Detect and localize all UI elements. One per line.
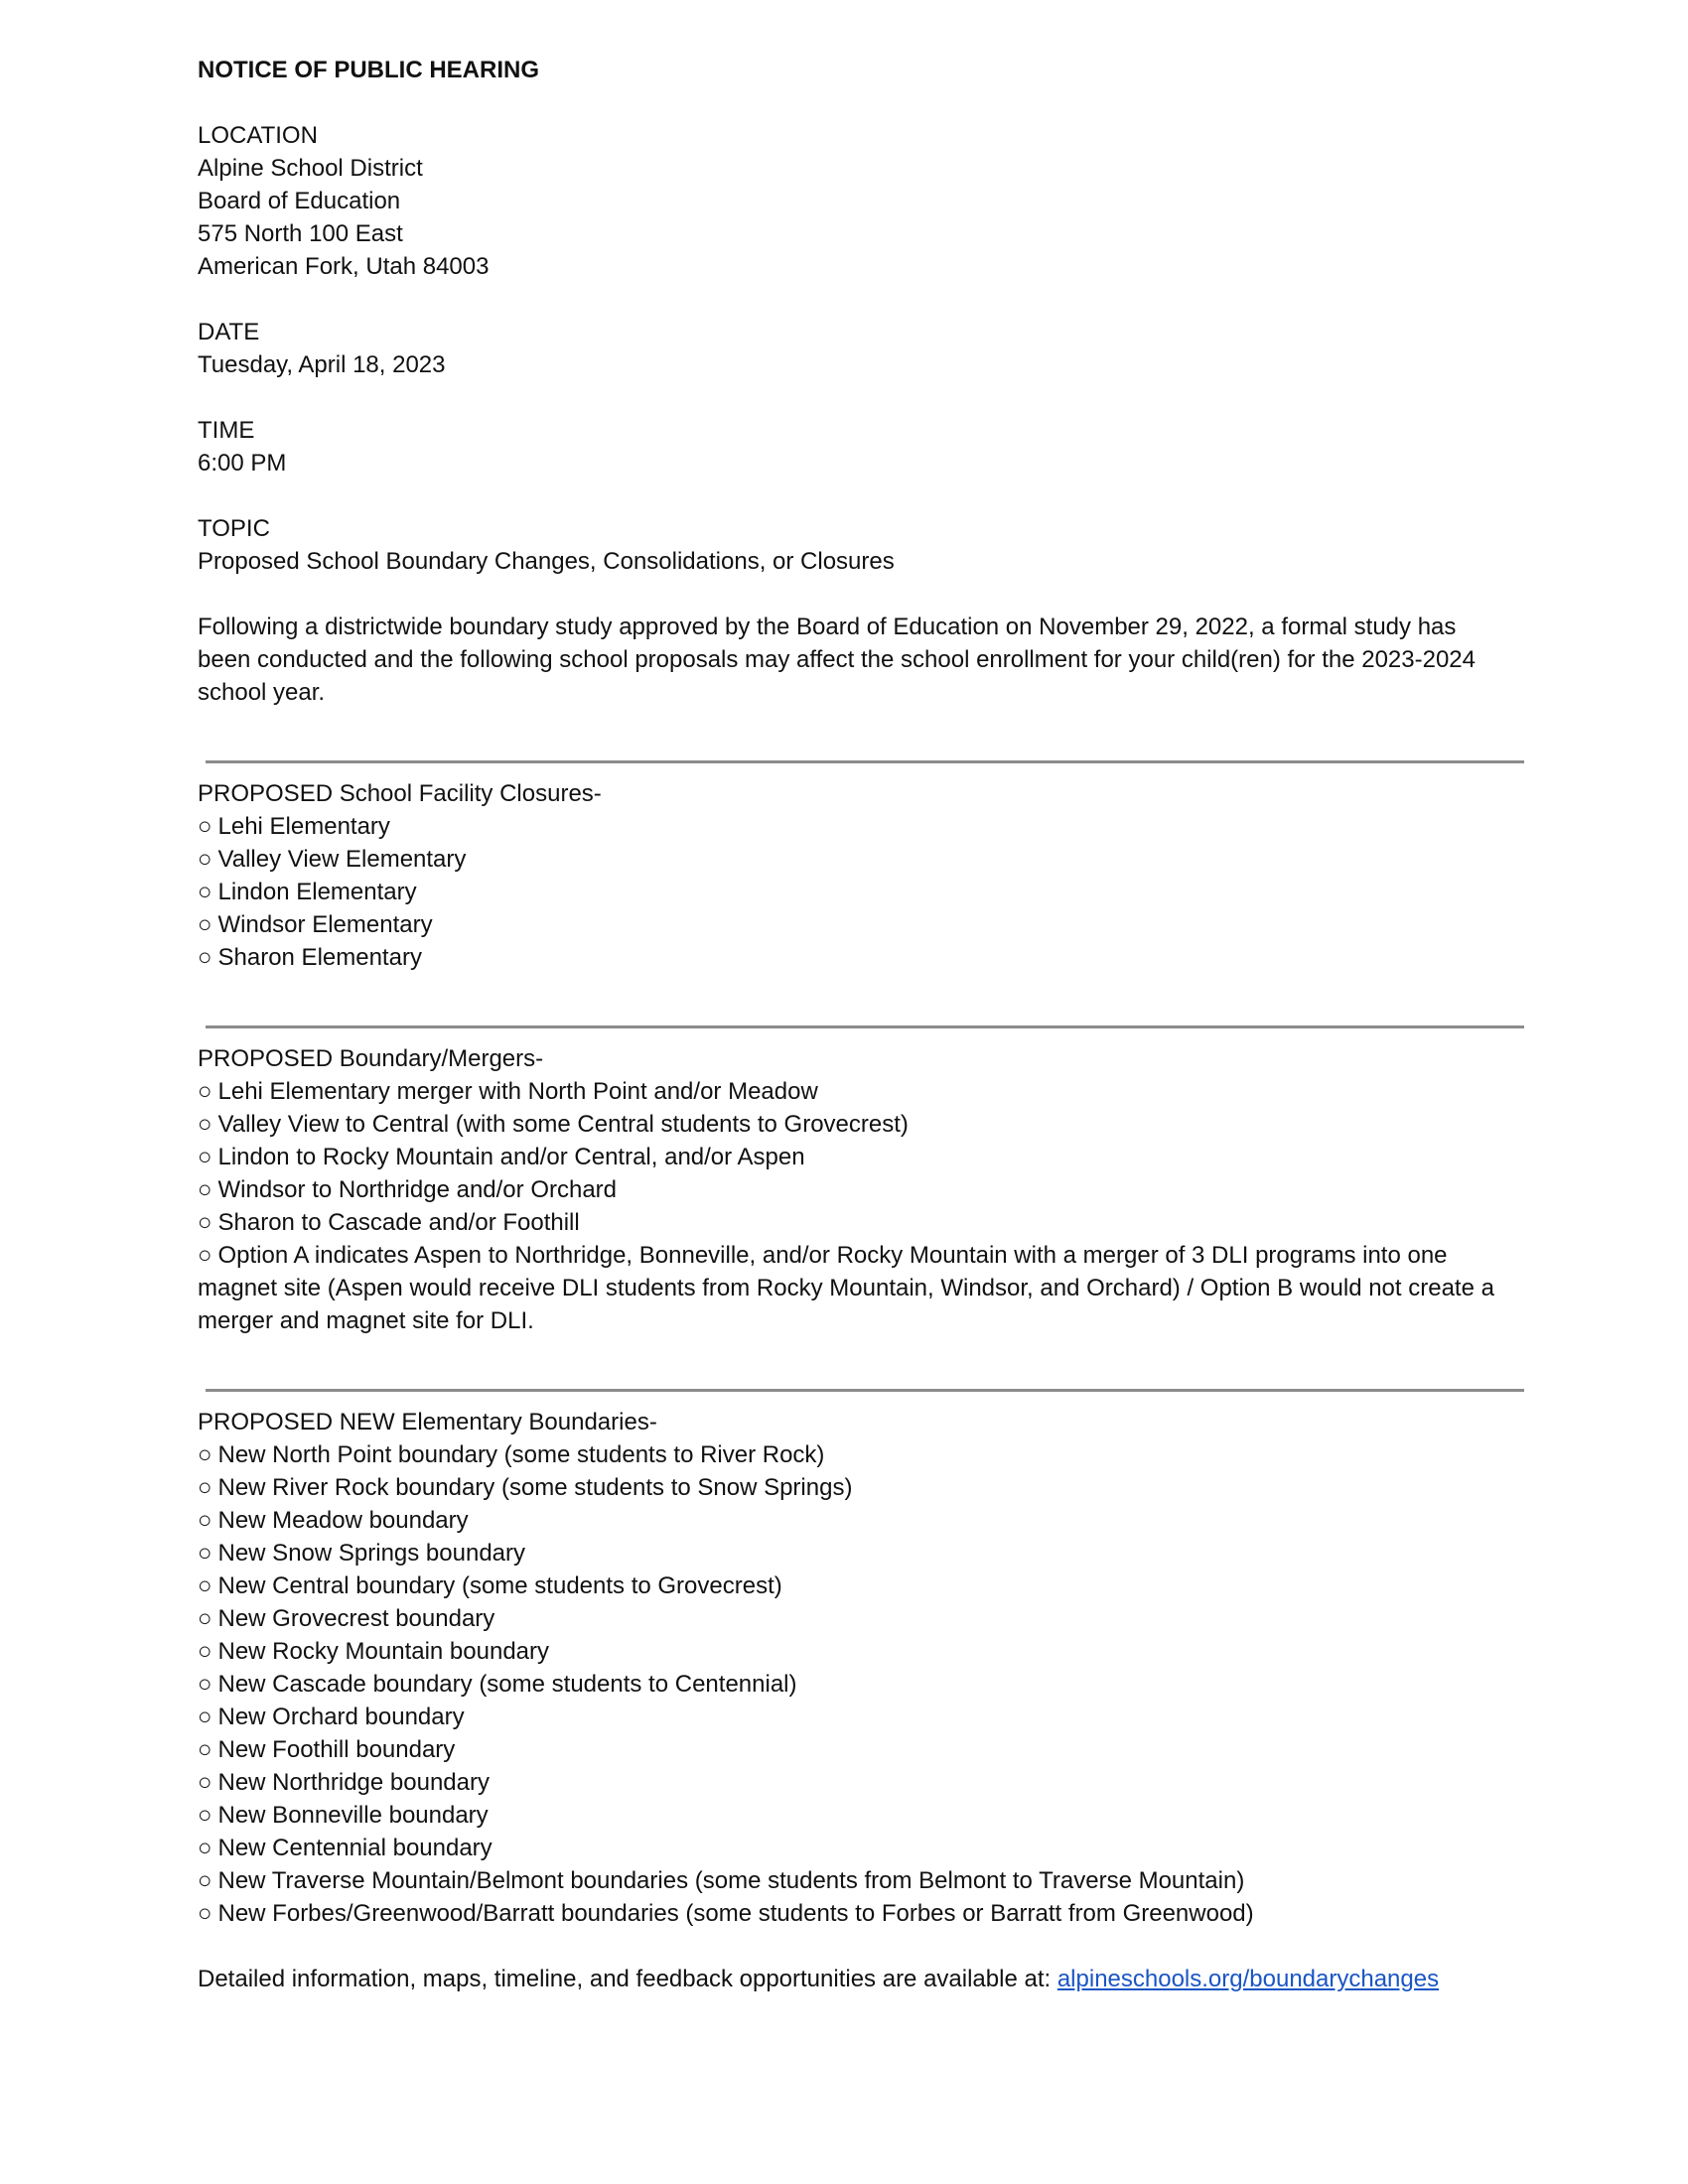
bullet-icon: ○ (198, 1802, 212, 1829)
spacer (198, 763, 1528, 777)
spacer (198, 1028, 1528, 1042)
bullet-icon: ○ (198, 1540, 212, 1567)
location-line: 575 North 100 East (198, 220, 403, 247)
bullet-icon: ○ (198, 1441, 212, 1468)
list-item-text: Valley View to Central (with some Central students to Grovecrest) (217, 1111, 909, 1138)
boundary-changes-link[interactable]: alpineschools.org/boundarychanges (1056, 1966, 1440, 1992)
location-line: American Fork, Utah 84003 (198, 253, 490, 280)
list-item-text: Option A indicates Aspen to Northridge, Bonneville, and/or Rocky Mountain with a merger of 3 DLI programs into one magnet site (Aspen would receive DLI students from Rocky Mountain, Windsor, and Orchard) / Option B would not create a merger and magnet site for DLI. (198, 1242, 1494, 1334)
list-item-text: New Traverse Mountain/Belmont boundaries (some students from Belmont to Traverse Mountain) (217, 1867, 1245, 1894)
spacer (198, 86, 1528, 119)
bullet-icon: ○ (198, 1638, 212, 1665)
bullet-icon: ○ (198, 1704, 212, 1730)
bullet-icon: ○ (198, 1242, 212, 1269)
topic-value: Proposed School Boundary Changes, Consolidations, or Closures (198, 548, 895, 575)
time-section (198, 414, 1528, 479)
list-item (198, 1108, 1528, 1141)
list-item (198, 1701, 1528, 1733)
spacer (198, 283, 1528, 316)
list-item (198, 1668, 1528, 1701)
bullet-icon: ○ (198, 1111, 212, 1138)
list-item (198, 1799, 1528, 1832)
bullet-icon: ○ (198, 1605, 212, 1632)
closures-heading: PROPOSED School Facility Closures- (198, 780, 602, 807)
spacer (198, 1337, 1528, 1389)
list-item-text: Valley View Elementary (217, 846, 467, 873)
list-item-text: Sharon to Cascade and/or Foothill (217, 1209, 580, 1236)
intro-paragraph: Following a districtwide boundary study approved by the Board of Education on November 29, 2022, a formal study has been conducted and the following school proposals may affect the school enrollment for your child(ren) for the 2023-2024 school year. (198, 614, 1476, 706)
bullet-icon: ○ (198, 944, 212, 971)
location-line: Alpine School District (198, 155, 423, 182)
list-item (198, 1602, 1528, 1635)
list-item (198, 1438, 1528, 1471)
bullet-icon: ○ (198, 1078, 212, 1105)
date-label: DATE (198, 319, 260, 345)
list-item-text: Lindon Elementary (217, 879, 417, 905)
location-label: LOCATION (198, 122, 318, 149)
bullet-icon: ○ (198, 813, 212, 840)
notice-document (198, 54, 1528, 1995)
location-line: Board of Education (198, 188, 401, 214)
list-item (198, 1141, 1528, 1173)
list-item-text: New Cascade boundary (some students to Centennial) (217, 1671, 797, 1698)
list-item (198, 1504, 1528, 1537)
list-item (198, 1766, 1528, 1799)
list-item-text: New River Rock boundary (some students to Snow Springs) (217, 1474, 853, 1501)
spacer (198, 974, 1528, 1025)
time-label: TIME (198, 417, 255, 444)
bullet-icon: ○ (198, 1176, 212, 1203)
bullet-icon: ○ (198, 1736, 212, 1763)
footer-info (198, 1963, 1528, 1995)
list-item-text: Sharon Elementary (217, 944, 422, 971)
time-value: 6:00 PM (198, 450, 287, 477)
bullet-icon: ○ (198, 846, 212, 873)
mergers-heading: PROPOSED Boundary/Mergers- (198, 1045, 544, 1072)
bullet-icon: ○ (198, 1209, 212, 1236)
list-item (198, 843, 1528, 876)
bullet-icon: ○ (198, 1671, 212, 1698)
list-item (198, 1471, 1528, 1504)
list-item-text: Lindon to Rocky Mountain and/or Central, and/or Aspen (217, 1144, 805, 1170)
list-item (198, 1537, 1528, 1570)
list-item (198, 1239, 1533, 1337)
bullet-icon: ○ (198, 1900, 212, 1927)
list-item (198, 1075, 1528, 1108)
list-item (198, 1570, 1528, 1602)
list-item (198, 908, 1528, 941)
list-item-text: Lehi Elementary (217, 813, 390, 840)
page-title: NOTICE OF PUBLIC HEARING (198, 57, 540, 83)
spacer (198, 578, 1528, 611)
list-item-text: Windsor Elementary (217, 911, 433, 938)
list-item-text: New Snow Springs boundary (217, 1540, 526, 1567)
list-item-text: New Central boundary (some students to Grovecrest) (217, 1572, 782, 1599)
list-item (198, 1864, 1528, 1897)
list-item (198, 1635, 1528, 1668)
list-item (198, 1897, 1528, 1930)
list-item (198, 1173, 1528, 1206)
footer-text: Detailed information, maps, timeline, and feedback opportunities are available at: (198, 1966, 1057, 1992)
spacer (198, 1392, 1528, 1406)
date-value: Tuesday, April 18, 2023 (198, 351, 446, 378)
list-item-text: New Centennial boundary (217, 1835, 492, 1861)
list-item-text: New Northridge boundary (217, 1769, 490, 1796)
new-boundaries-heading: PROPOSED NEW Elementary Boundaries- (198, 1409, 657, 1435)
topic-section (198, 512, 1528, 578)
spacer (198, 709, 1528, 760)
date-section (198, 316, 1528, 381)
list-item-text: New Meadow boundary (217, 1507, 469, 1534)
closures-section (198, 777, 1528, 974)
bullet-icon: ○ (198, 1507, 212, 1534)
list-item-text: Lehi Elementary merger with North Point and/or Meadow (217, 1078, 818, 1105)
list-item-text: New Orchard boundary (217, 1704, 465, 1730)
list-item-text: Windsor to Northridge and/or Orchard (217, 1176, 618, 1203)
list-item (198, 941, 1528, 974)
bullet-icon: ○ (198, 1835, 212, 1861)
new-boundaries-section (198, 1406, 1528, 1930)
list-item-text: New Grovecrest boundary (217, 1605, 495, 1632)
list-item (198, 1733, 1528, 1766)
bullet-icon: ○ (198, 1867, 212, 1894)
bullet-icon: ○ (198, 911, 212, 938)
list-item (198, 876, 1528, 908)
list-item (198, 1832, 1528, 1864)
bullet-icon: ○ (198, 879, 212, 905)
topic-label: TOPIC (198, 515, 270, 542)
bullet-icon: ○ (198, 1144, 212, 1170)
list-item-text: New Foothill boundary (217, 1736, 456, 1763)
list-item (198, 810, 1528, 843)
list-item (198, 1206, 1528, 1239)
spacer (198, 479, 1528, 512)
spacer (198, 381, 1528, 414)
bullet-icon: ○ (198, 1769, 212, 1796)
location-section (198, 119, 1528, 283)
list-item-text: New Forbes/Greenwood/Barratt boundaries (some students to Forbes or Barratt from Greenwood) (217, 1900, 1254, 1927)
list-item-text: New Bonneville boundary (217, 1802, 489, 1829)
spacer (198, 1930, 1528, 1963)
list-item-text: New North Point boundary (some students to River Rock) (217, 1441, 825, 1468)
bullet-icon: ○ (198, 1474, 212, 1501)
list-item-text: New Rocky Mountain boundary (217, 1638, 550, 1665)
mergers-section (198, 1042, 1528, 1337)
bullet-icon: ○ (198, 1572, 212, 1599)
